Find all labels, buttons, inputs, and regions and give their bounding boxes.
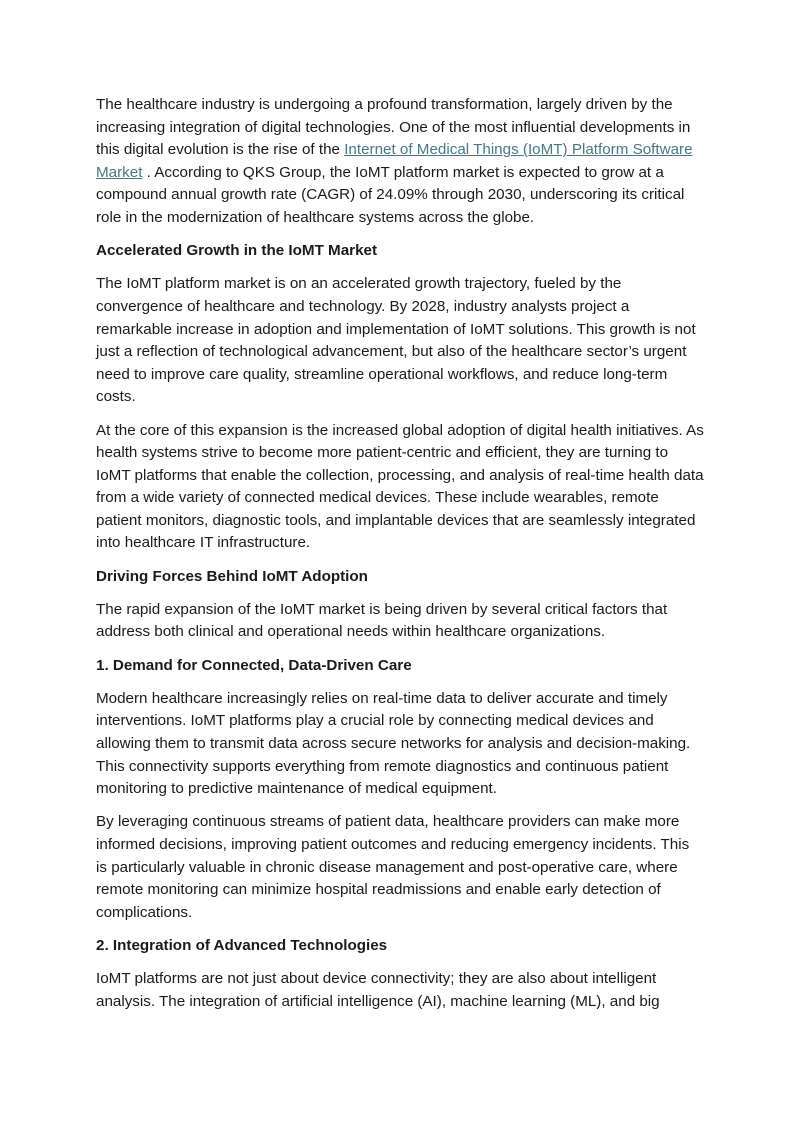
paragraph: By leveraging continuous streams of patient data, healthcare providers can make more informed decisions, improving patient outcomes and reducing emergency incidents. This is particularly valuable in chronic disease management and post-operative care, where remote monitoring can minimize hospital readmissions and enable early detection of complications.	[96, 813, 690, 921]
intro-text-before-link: The healthcare industry is undergoing a profound transformation, largely driven by the increasing integration of digital technologies. One of the most influential developments in this digital evolution is the rise of the	[96, 96, 691, 159]
iomt-market-link[interactable]: Internet of Medical Things (IoMT) Platform Software Market	[96, 141, 693, 181]
section-heading-advanced-technologies: 2. Integration of Advanced Technologies	[96, 936, 388, 954]
paragraph: Modern healthcare increasingly relies on real-time data to deliver accurate and timely interventions. IoMT platforms play a crucial role by connecting medical devices and allowing them to transmit data across secure networks for analysis and decision-making. This connectivity supports everything from remote diagnostics and continuous patient monitoring to predictive maintenance of medical equipment.	[96, 689, 691, 798]
section-heading-accelerated-growth: Accelerated Growth in the IoMT Market	[96, 242, 378, 260]
intro-paragraph	[96, 94, 704, 230]
intro-text-after-link: . According to QKS Group, the IoMT platform market is expected to grow at a compound annual growth rate (CAGR) of 24.09% through 2030, underscoring its critical role in the modernization of healthcare systems across the globe.	[96, 163, 685, 226]
document-page	[96, 94, 704, 1024]
paragraph: The IoMT platform market is on an accelerated growth trajectory, fueled by the convergence of healthcare and technology. By 2028, industry analysts project a remarkable increase in adoption and implementation of IoMT solutions. This growth is not just a reflection of technological advancement, but also of the healthcare sector’s urgent need to improve care quality, streamline operational workflows, and reduce long-term costs.	[96, 275, 696, 406]
paragraph: IoMT platforms are not just about device connectivity; they are also about intelligent analysis. The integration of artificial intelligence (AI), machine learning (ML), and big	[96, 970, 660, 1010]
section-heading-driving-forces: Driving Forces Behind IoMT Adoption	[96, 567, 368, 585]
section-heading-connected-care: 1. Demand for Connected, Data-Driven Care	[96, 656, 412, 674]
paragraph: At the core of this expansion is the increased global adoption of digital health initiatives. As health systems strive to become more patient-centric and efficient, they are turning to IoMT platforms that enable the collection, processing, and analysis of real-time health data from a wide variety of connected medical devices. These include wearables, remote patient monitors, diagnostic tools, and implantable devices that are seamlessly integrated into healthcare IT infrastructure.	[96, 421, 704, 552]
paragraph: The rapid expansion of the IoMT market is being driven by several critical factors that address both clinical and operational needs within healthcare organizations.	[96, 600, 668, 641]
